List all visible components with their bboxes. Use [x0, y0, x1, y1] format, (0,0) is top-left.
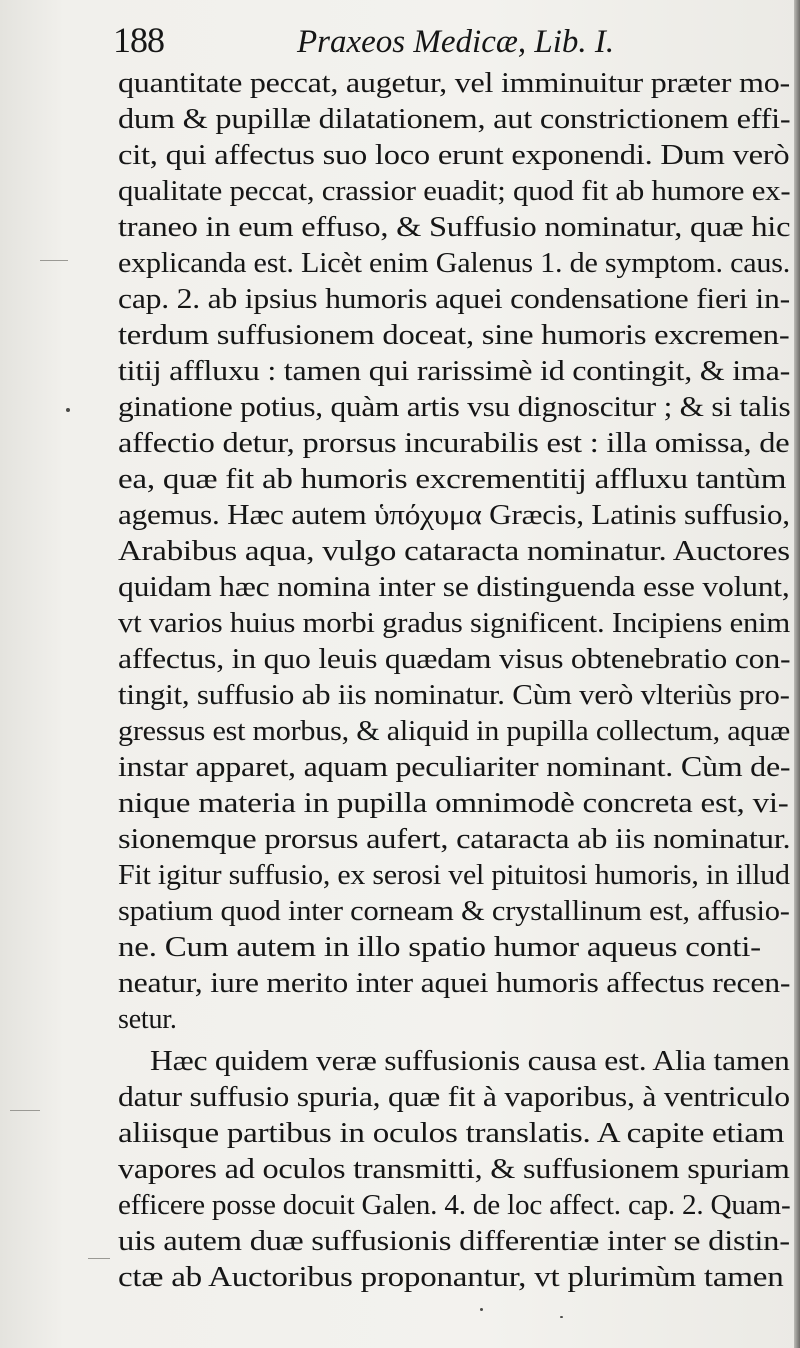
text-line: neatur, iure merito inter aquei humoris affectus recen-	[118, 968, 791, 999]
text-line: explicanda est. Licèt enim Galenus 1. de symptom. caus.	[118, 248, 791, 279]
text-line: sionemque prorsus aufert, cataracta ab iis nominatur.	[118, 824, 791, 855]
text-line: instar apparet, aquam peculiariter nominant. Cùm de-	[118, 752, 791, 783]
text-line: ne. Cum autem in illo spatio humor aqueus conti-	[118, 932, 761, 963]
text-line: quidam hæc nomina inter se distinguenda esse volunt,	[118, 572, 790, 603]
text-line: ea, quæ fit ab humoris excrementitij affluxu tantùm	[118, 464, 787, 495]
page-header	[113, 16, 773, 64]
text-line: affectio detur, prorsus incurabilis est : illa omissa, de	[118, 428, 790, 459]
text-line: quantitate peccat, augetur, vel imminuitur præter mo-	[118, 68, 790, 99]
text-line: agemus. Hæc autem ὑπόχυμα Græcis, Latinis suffusio,	[118, 500, 790, 531]
text-line: tingit, suffusio ab iis nominatur. Cùm verò vlteriùs pro-	[118, 680, 790, 711]
text-line: affectus, in quo leuis quædam visus obtenebratio con-	[118, 644, 791, 675]
text-line: traneo in eum effuso, & Suffusio nominatur, quæ hic	[118, 212, 791, 243]
text-line: dum & pupillæ dilatationem, aut constrictionem effi-	[118, 104, 791, 135]
margin-mark	[40, 260, 68, 261]
paper-speck	[560, 1316, 563, 1318]
text-line: Fit igitur suffusio, ex serosi vel pituitosi humoris, in illud	[118, 860, 790, 891]
text-line: titij affluxu : tamen qui rarissimè id contingit, & ima-	[118, 356, 791, 387]
text-line: qualitate peccat, crassior euadit; quod fit ab humore ex-	[118, 176, 791, 207]
text-line: efficere posse docuit Galen. 4. de loc affect. cap. 2. Quam-	[118, 1190, 791, 1221]
text-line: vapores ad oculos transmitti, & suffusionem spuriam	[118, 1154, 790, 1185]
text-line: cap. 2. ab ipsius humoris aquei condensatione fieri in-	[118, 284, 790, 315]
text-line: terdum suffusionem doceat, sine humoris excremen-	[118, 320, 790, 351]
text-line: Arabibus aqua, vulgo cataracta nominatur. Auctores	[118, 536, 790, 567]
text-line: setur.	[118, 1004, 177, 1035]
text-line: uis autem duæ suffusionis differentiæ inter se distin-	[118, 1226, 790, 1257]
text-line: ctæ ab Auctoribus proponantur, vt plurimùm tamen	[118, 1262, 784, 1293]
text-line: gressus est morbus, & aliquid in pupilla collectum, aquæ	[118, 716, 790, 747]
text-line: datur suffusio spuria, quæ fit à vaporibus, à ventriculo	[118, 1082, 790, 1113]
margin-mark	[10, 1110, 40, 1111]
text-line-paragraph-start: Hæc quidem veræ suffusionis causa est. Alia tamen	[150, 1046, 790, 1077]
text-line: nique materia in pupilla omnimodè concreta est, vi-	[118, 788, 789, 819]
page-number: 188	[113, 20, 164, 60]
text-line: vt varios huius morbi gradus significent. Incipiens enim	[118, 608, 791, 639]
paper-speck	[66, 408, 70, 412]
text-line: spatium quod inter corneam & crystallinum est, affusio-	[118, 896, 790, 927]
text-line: aliisque partibus in oculos translatis. A capite etiam	[118, 1118, 785, 1149]
text-line: ginatione potius, quàm artis vsu dignoscitur ; & si talis	[118, 392, 791, 423]
margin-mark	[88, 1258, 110, 1259]
text-line: cit, qui affectus suo loco erunt exponendi. Dum verò	[118, 140, 790, 171]
running-head: Praxeos Medicæ, Lib. I.	[297, 24, 615, 60]
page-edge-shadow	[794, 0, 800, 1348]
paper-speck	[480, 1308, 483, 1311]
